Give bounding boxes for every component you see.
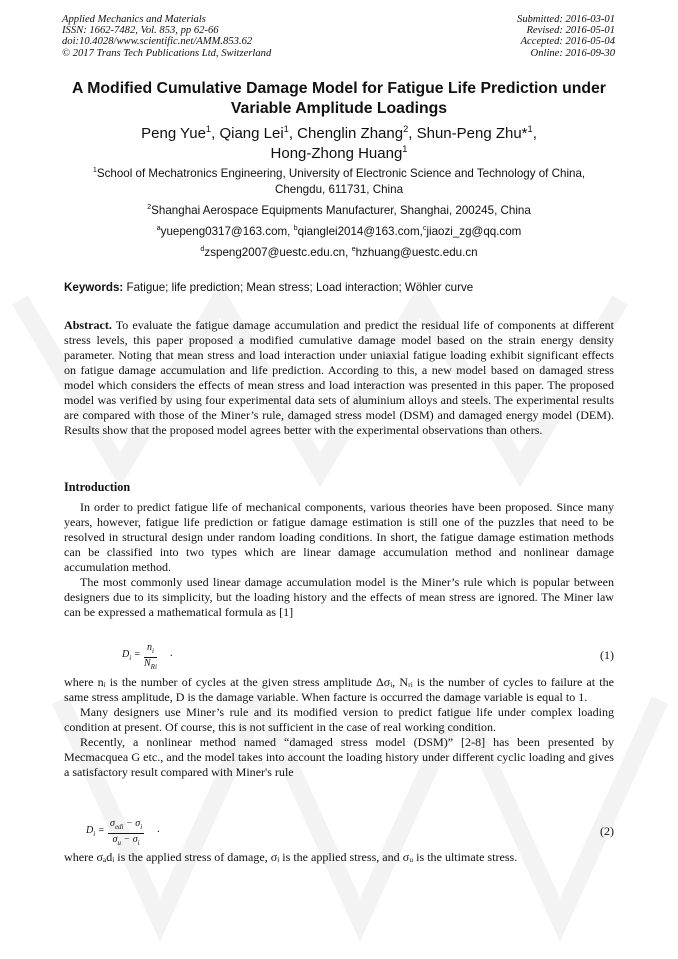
- email-mark: d: [200, 244, 205, 254]
- email-mark: e: [351, 244, 356, 254]
- affiliation-text: Chengdu, 611731, China: [274, 183, 404, 196]
- intro-paragraph-1: In order to predict fatigue life of mechanical components, various theories have been proposed. Since many years, however, fatigue life prediction or fatigue damage estimation is still one of the puzzles that need to be resolved in structural design under random loading conditions. In short, the fatigue damage estimation methods can be classified into two types which are linear damage accumulation method and nonlinear damage accumulation method.: [64, 500, 614, 574]
- affiliation-2: [40, 203, 638, 219]
- email-line-2: [40, 245, 638, 261]
- author: Hong-Zhong Huang: [270, 145, 403, 162]
- revised-date: Revised: 2016-05-01: [526, 25, 615, 37]
- intro-paragraph-5: Recently, a nonlinear method named “damaged stress model (DSM)” [2-8] has been presented by Mecmacquea G etc., and the model takes into account the loading history under different cyclic loading and gives a satisfactory result compared with Miner's rule: [64, 735, 614, 779]
- affiliation-text: School of Mechatronics Engineering, University of Electronic Science and Technology of China,: [96, 167, 586, 180]
- email-d[interactable]: zspeng2007@uestc.edu.cn,: [204, 246, 349, 259]
- equation-number-2: (2): [600, 824, 614, 838]
- author-affiliation-mark: 1: [527, 124, 533, 134]
- affiliation-mark: 2: [147, 202, 152, 212]
- submitted-date: Submitted: 2016-03-01: [517, 14, 615, 25]
- accepted-date: Accepted: 2016-05-04: [520, 36, 615, 48]
- email-mark: c: [422, 223, 427, 233]
- keywords-text: Fatigue; life prediction; Mean stress; Load interaction; Wöhler curve: [126, 281, 474, 294]
- affiliation-mark: 1: [92, 165, 97, 175]
- intro-paragraph-4: Many designers use Miner’s rule and its modified version to predict fatigue life under complex loading condition at present. Of course, this is not sufficient in the case of real working condition.: [64, 705, 614, 734]
- intro-paragraphs-1-2: [64, 500, 614, 620]
- eq2-period: .: [157, 823, 160, 835]
- author-affiliation-mark: 1: [283, 124, 289, 134]
- author: Chenglin Zhang: [297, 125, 404, 142]
- eq2-lhs: $D_i$ =: [86, 825, 105, 838]
- email-mark: a: [156, 223, 161, 233]
- abstract: [64, 318, 614, 438]
- email-b[interactable]: qianglei2014@163.com,: [297, 225, 423, 238]
- copyright: © 2017 Trans Tech Publications Ltd, Switzerland: [62, 47, 272, 59]
- author-affiliation-mark: 1: [402, 144, 408, 154]
- title-line-2: Variable Amplitude Loadings: [230, 100, 448, 117]
- journal-info: [62, 14, 271, 59]
- journal-name: Applied Mechanics and Materials: [62, 14, 206, 25]
- intro-paragraph-6-block: [64, 850, 614, 865]
- email-c[interactable]: jiaozi_zg@qq.com: [426, 225, 522, 238]
- email-e[interactable]: hzhuang@uestc.edu.cn: [355, 246, 478, 259]
- eq1-period: .: [170, 647, 173, 659]
- email-mark: b: [293, 223, 298, 233]
- intro-paragraph-6: where σₐdᵢ is the applied stress of damage, σᵢ is the applied stress, and σᵤ is the ultimate stress.: [64, 850, 518, 864]
- email-a[interactable]: yuepeng0317@163.com,: [160, 225, 291, 238]
- paper-title: [40, 79, 638, 119]
- doi: doi:10.4028/www.scientific.net/AMM.853.62: [62, 36, 253, 48]
- equation-number-1: (1): [600, 648, 614, 662]
- email-line-1: [40, 224, 638, 240]
- keywords: [64, 280, 624, 295]
- keywords-label: Keywords:: [64, 281, 124, 294]
- author-affiliation-mark: 2: [403, 124, 409, 134]
- author: Shun-Peng Zhu*: [416, 125, 528, 142]
- intro-paragraph-3: where nᵢ is the number of cycles at the given stress amplitude Δσᵢ, Nᵣᵢ is the number of cycles to failure at the same stress amplitude, D is the damage variable. When facture is occurred the damage variable is equal to 1.: [64, 675, 614, 704]
- eq1-fraction: $n_i$ $N_{Ri}$: [144, 642, 157, 671]
- publication-dates: [517, 14, 615, 59]
- abstract-text: To evaluate the fatigue damage accumulation and predict the residual life of components at different stress levels, this paper proposed a modified cumulative damage model based on the strain energy density parameter. Noting that mean stress and load interaction under uniaxial fatigue loading exhibit significant effects on fatigue damage accumulation and life prediction. According to this, a new model based on damaged stress model which considers the effects of mean stress and load interaction was presented in this paper. The proposed model was verified by using four experimental data sets of aluminium alloys and steels. The experimental results are compared with those of the Miner’s rule, damaged stress model (DSM) and damaged energy model (DEM). Results show that the proposed model agrees better with the experimental observations than others.: [64, 318, 615, 437]
- issn: ISSN: 1662-7482, Vol. 853, pp 62-66: [62, 25, 219, 37]
- section-heading-introduction: Introduction: [64, 480, 131, 494]
- equation-1: [64, 637, 614, 677]
- intro-paragraph-2: The most commonly used linear damage accumulation model is the Miner’s rule which is popular between designers due to its simplicity, but the loading history and the effects of mean stress are ignored. The Miner law can be expressed a mathematical formula as [1]: [64, 575, 614, 619]
- author-affiliation-mark: 1: [205, 124, 212, 134]
- author: Peng Yue: [141, 125, 206, 142]
- abstract-label: Abstract.: [64, 318, 112, 332]
- eq1-lhs: $D_i$ =: [122, 649, 141, 662]
- author: Qiang Lei: [219, 125, 284, 142]
- affiliation-1: [40, 166, 638, 198]
- online-date: Online: 2016-09-30: [530, 47, 615, 59]
- author-list: Peng Yue$^1$, Qiang Lei$^1$, Chenglin Zhang$^2$, Shun-Peng Zhu*$^1$, Hong-Zhong Huang$^1$: [141, 124, 537, 162]
- equation-2: [64, 812, 614, 852]
- affiliation-text: Shanghai Aerospace Equipments Manufacturer, Shanghai, 200245, China: [151, 204, 531, 217]
- eq2-fraction: $\sigma_{edi} - \sigma_i$ $\sigma_u - \sigma_i$: [110, 818, 143, 847]
- intro-paragraphs-3-5: [64, 675, 614, 780]
- title-line-1: A Modified Cumulative Damage Model for Fatigue Life Prediction under: [72, 80, 606, 97]
